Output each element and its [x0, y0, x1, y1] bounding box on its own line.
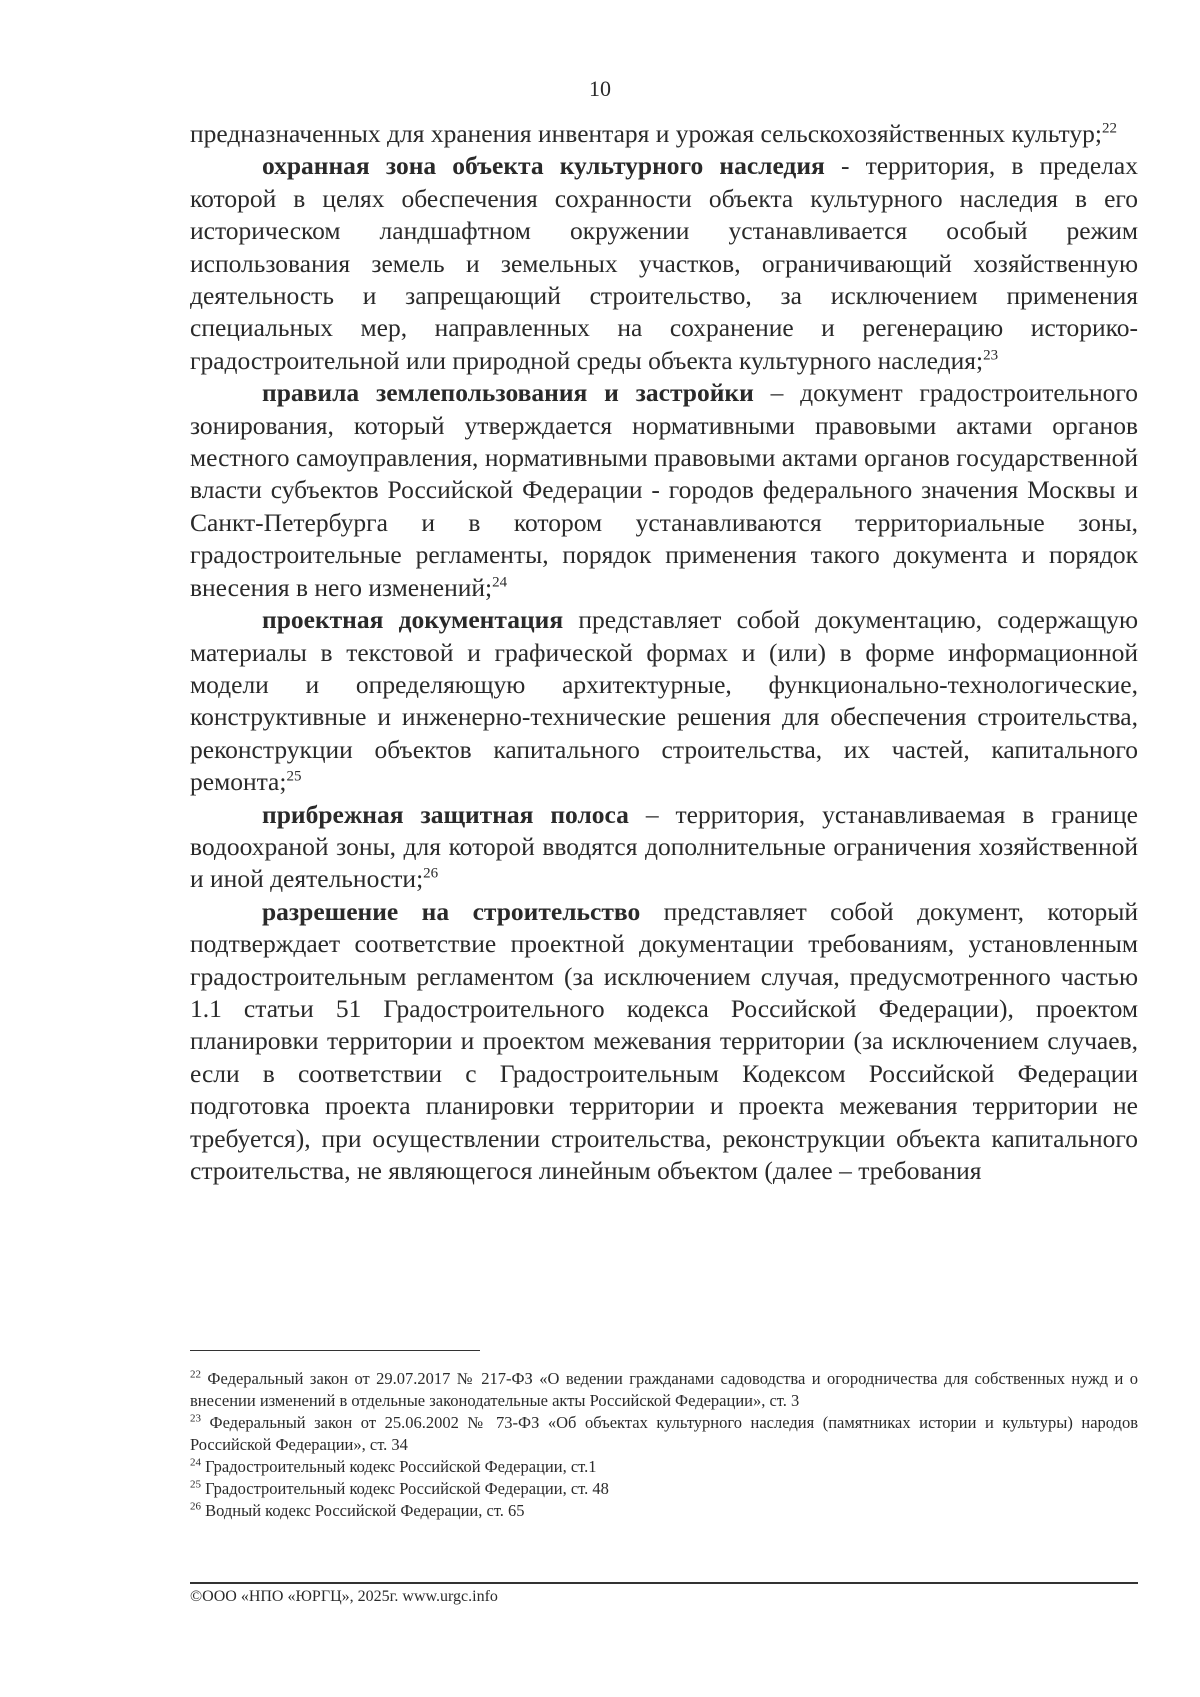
defined-term: проектная документация	[262, 605, 564, 635]
definition-text: – документ градостроительного зонирования, который утверждается нормативными правовыми актами органов местного самоуправления, нормативными правовыми актами органов государственной власти субъектов Российской Федерации - городов федерального значения Москвы и Санкт-Петербурга и в котором устанавливаются территориальные зоны, градостроительные регламенты, порядок применения такого документа и порядок внесения в него изменений;	[190, 378, 1138, 602]
footnote-number: 22	[190, 1368, 201, 1381]
footnote-text: Градостроительный кодекс Российской Федерации, ст. 48	[201, 1479, 609, 1498]
definition-text: – территория, устанавливаемая в границе водоохраной зоны, для которой вводятся дополнительные ограничения хозяйственной и иной деятельности;	[190, 799, 1138, 894]
footnote-number: 25	[190, 1478, 201, 1491]
definition-text: представляет собой документ, который подтверждает соответствие проектной документации требованиям, установленным градостроительным регламентом (за исключением случая, предусмотренного частью 1.1 статьи 51 Градостроительного кодекса Российской Федерации), проектом планировки территории и проектом межевания территории (за исключением случаев, если в соответствии с Градостроительным Кодексом Российской Федерации подготовка проекта планировки территории и проекта межевания территории не требуется), при осуществлении строительства, реконструкции объекта капитального строительства, не являющегося линейным объектом (далее – требования	[190, 896, 1139, 1185]
footnote-text: Градостроительный кодекс Российской Федерации, ст.1	[201, 1457, 597, 1476]
footnote-text: Водный кодекс Российской Федерации, ст. 65	[201, 1501, 525, 1520]
definition-paragraph	[190, 150, 1138, 377]
footer-copyright: ©ООО «НПО «ЮРГЦ», 2025г. www.urgc.info	[190, 1588, 498, 1605]
page-number: 10	[589, 76, 611, 101]
footnote-divider	[190, 1350, 480, 1351]
document-body	[190, 118, 1138, 1187]
footnote-number: 24	[190, 1456, 201, 1469]
definition-paragraph	[190, 604, 1138, 798]
footnote-ref: 24	[492, 574, 508, 591]
footnote	[190, 1368, 1138, 1412]
footnote-text: Федеральный закон от 29.07.2017 № 217-ФЗ «О ведении гражданами садоводства и огородничества для собственных нужд и о внесении изменений в отдельные законодательные акты Российской Федерации», ст. 3	[190, 1369, 1138, 1410]
footnote-ref: 23	[983, 347, 999, 364]
footnote	[190, 1478, 1138, 1500]
footnote-text: Федеральный закон от 25.06.2002 № 73-ФЗ «Об объектах культурного наследия (памятниках истории и культуры) народов Российской Федерации», ст. 34	[190, 1413, 1138, 1454]
defined-term: правила землепользования и застройки	[262, 378, 754, 408]
footnote	[190, 1412, 1138, 1456]
footnote-ref: 26	[423, 865, 439, 882]
definition-paragraph	[190, 377, 1138, 604]
paragraph-text: предназначенных для хранения инвентаря и урожая сельскохозяйственных культур;	[190, 119, 1102, 148]
footnote-number: 26	[190, 1500, 201, 1513]
definition-paragraph	[190, 896, 1138, 1188]
footnotes	[190, 1368, 1138, 1522]
definition-text: представляет собой документацию, содержащую материалы в текстовой и графической формах и (или) в форме информационной модели и определяющую архитектурные, функционально-технологические, конструктивные и инженерно-технические решения для обеспечения строительства, реконструкции объектов капитального строительства, их частей, капитального ремонта;	[190, 605, 1138, 797]
defined-term: разрешение на строительство	[262, 896, 641, 926]
footer-divider	[190, 1582, 1138, 1584]
footnote-number: 23	[190, 1412, 201, 1425]
footnote-ref: 25	[286, 768, 302, 785]
footnote	[190, 1500, 1138, 1522]
footnote-ref: 22	[1101, 120, 1117, 137]
defined-term: прибрежная защитная полоса	[262, 799, 629, 829]
defined-term: охранная зона объекта культурного наследия	[262, 151, 825, 181]
definition-paragraph	[190, 799, 1138, 896]
definition-text: - территория, в пределах которой в целях обеспечения сохранности объекта культурного наследия в его историческом ландшафтном окружении устанавливается особый режим использования земель и земельных участков, ограничивающий хозяйственную деятельность и запрещающий строительство, за исключением применения специальных мер, направленных на сохранение и регенерацию историко-градостроительной или природной среды объекта культурного наследия;	[190, 151, 1138, 375]
footnote	[190, 1456, 1138, 1478]
paragraph-continuation	[190, 118, 1138, 150]
